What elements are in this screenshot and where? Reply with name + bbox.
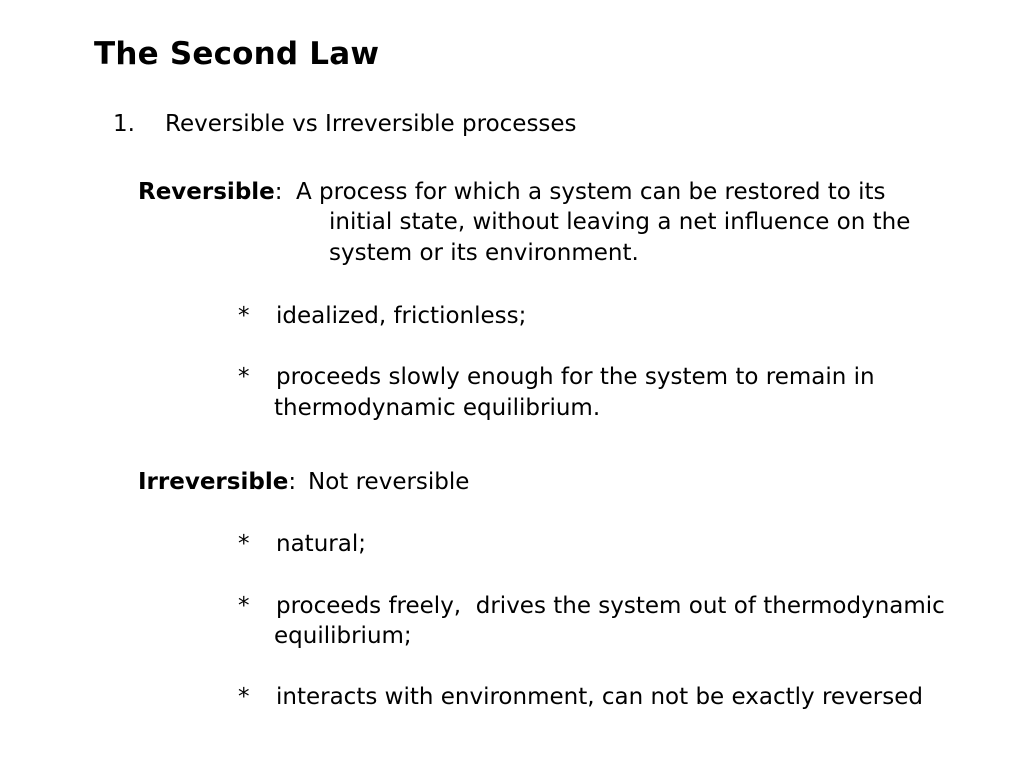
irreversible-colon: : [288, 469, 297, 495]
irreversible-bullet-2-line-1: proceeds freely, drives the system out of thermodynamic [276, 593, 945, 619]
bullet-mark: * [238, 364, 250, 390]
section-number: 1. [113, 111, 135, 137]
reversible-definition-line-1: A process for which a system can be restored to its [296, 179, 886, 205]
bullet-mark: * [238, 303, 250, 329]
bullet-mark: * [238, 531, 250, 557]
reversible-bullet-1: idealized, frictionless; [276, 303, 527, 329]
bullet-mark: * [238, 684, 250, 710]
reversible-definition-line-3: system or its environment. [329, 240, 639, 266]
section-heading: Reversible vs Irreversible processes [165, 111, 577, 137]
irreversible-bullet-3: interacts with environment, can not be exactly reversed [276, 684, 923, 710]
reversible-definition-line-2: initial state, without leaving a net influence on the [329, 209, 911, 235]
reversible-bullet-2-line-1: proceeds slowly enough for the system to remain in [276, 364, 875, 390]
irreversible-bullet-1: natural; [276, 531, 366, 557]
irreversible-bullet-2-line-2: equilibrium; [274, 623, 412, 649]
reversible-term-line [138, 177, 283, 207]
reversible-colon: : [274, 179, 283, 205]
slide-title: The Second Law [94, 36, 380, 72]
irreversible-term-line [138, 467, 296, 497]
bullet-mark: * [238, 593, 250, 619]
irreversible-term: Irreversible [138, 469, 289, 495]
reversible-bullet-2-line-2: thermodynamic equilibrium. [274, 395, 601, 421]
irreversible-definition: Not reversible [308, 469, 470, 495]
reversible-term: Reversible [138, 179, 275, 205]
